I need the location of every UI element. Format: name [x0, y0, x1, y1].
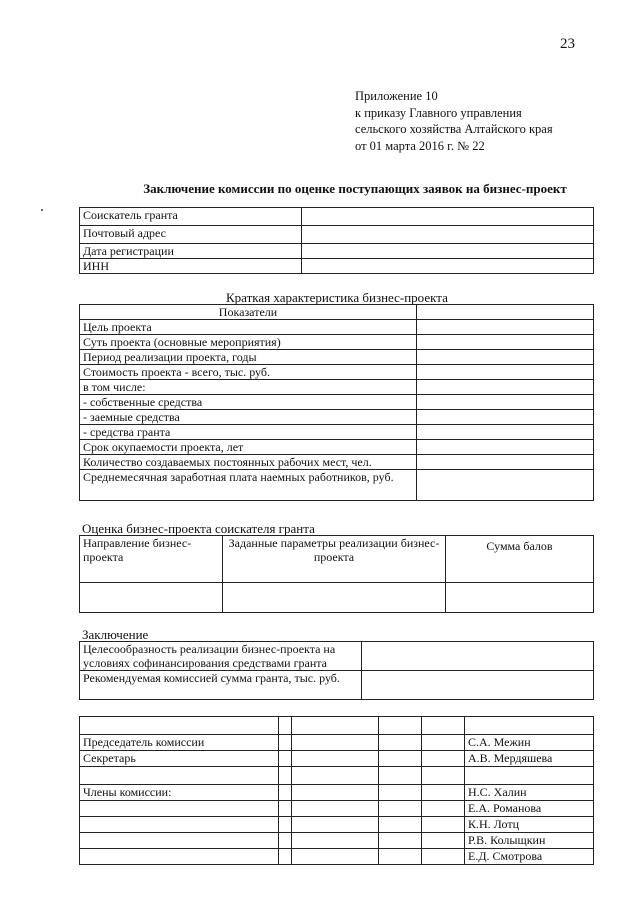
signature-cell[interactable] — [292, 817, 379, 833]
row-label: Срок окупаемости проекта, лет — [80, 440, 417, 455]
table-row — [80, 470, 594, 501]
row-label: - собственные средства — [80, 395, 417, 410]
value-cell[interactable] — [302, 244, 594, 259]
applicant-table — [79, 207, 594, 274]
row-label: - заемные средства — [80, 410, 417, 425]
signature-cell[interactable] — [292, 735, 379, 751]
value-cell[interactable] — [417, 320, 594, 335]
row-label: Суть проекта (основные мероприятия) — [80, 335, 417, 350]
table-row — [80, 717, 594, 735]
appendix-line: к приказу Главного управления — [355, 105, 522, 120]
member-name: К.Н. Лотц — [465, 817, 594, 833]
value-cell[interactable] — [302, 259, 594, 274]
evaluation-table — [79, 535, 594, 613]
row-label: - средства гранта — [80, 425, 417, 440]
table-row — [80, 259, 594, 274]
table-row — [80, 751, 594, 767]
row-label: Почтовый адрес — [80, 226, 302, 244]
table-row — [80, 410, 594, 425]
table-header-row — [80, 305, 594, 320]
table-row — [80, 320, 594, 335]
row-label: в том числе: — [80, 380, 417, 395]
table-row — [80, 849, 594, 865]
row-label: Стоимость проекта - всего, тыс. руб. — [80, 365, 417, 380]
score-cell[interactable] — [446, 583, 594, 613]
signature-cell[interactable] — [292, 833, 379, 849]
table-row — [80, 350, 594, 365]
table-row — [80, 380, 594, 395]
value-cell[interactable] — [417, 455, 594, 470]
value-cell[interactable] — [417, 365, 594, 380]
member-name: Н.С. Халин — [465, 785, 594, 801]
row-label: ИНН — [80, 259, 302, 274]
row-label: Количество создаваемых постоянных рабочих мест, чел. — [80, 455, 417, 470]
role-label: Члены комиссии: — [80, 785, 279, 801]
table-header-row — [80, 536, 594, 583]
table-row — [80, 833, 594, 849]
value-cell[interactable] — [417, 380, 594, 395]
value-cell[interactable] — [417, 470, 594, 501]
document-title: Заключение комиссии по оценке поступающих заявок на бизнес-проект — [143, 181, 567, 196]
commission-table — [79, 716, 594, 865]
value-header — [417, 305, 594, 320]
value-cell[interactable] — [417, 440, 594, 455]
value-cell[interactable] — [417, 410, 594, 425]
indicators-header: Показатели — [80, 305, 417, 320]
page-number: 23 — [560, 36, 575, 52]
direction-header: Направление бизнес-проекта — [80, 536, 223, 583]
table-row — [80, 365, 594, 380]
appendix-line: сельского хозяйства Алтайского края — [355, 122, 553, 136]
table-row — [80, 642, 594, 671]
row-label: Дата регистрации — [80, 244, 302, 259]
row-label: Рекомендуемая комиссией сумма гранта, тыс. руб. — [80, 671, 362, 700]
parameters-header: Заданные параметры реализации бизнес-проекта — [223, 536, 446, 583]
value-cell[interactable] — [362, 642, 594, 671]
table-row — [80, 208, 594, 226]
table-row — [80, 440, 594, 455]
row-label: Соискатель гранта — [80, 208, 302, 226]
conclusion-table — [79, 641, 594, 700]
member-name: Е.А. Романова — [465, 801, 594, 817]
table-row — [80, 767, 594, 785]
member-name: Р.В. Колыщкин — [465, 833, 594, 849]
member-name: С.А. Межин — [465, 735, 594, 751]
table-row — [80, 671, 594, 700]
row-label: Цель проекта — [80, 320, 417, 335]
signature-cell[interactable] — [292, 751, 379, 767]
conclusion-caption: Заключение — [82, 627, 149, 642]
table-row — [80, 785, 594, 801]
table-row — [80, 817, 594, 833]
appendix-block — [355, 88, 553, 154]
table-row — [80, 226, 594, 244]
value-cell[interactable] — [362, 671, 594, 700]
summary-caption: Краткая характеристика бизнес-проекта — [226, 290, 448, 305]
role-label: Председатель комиссии — [80, 735, 279, 751]
table-row — [80, 801, 594, 817]
appendix-line: от 01 марта 2016 г. № 22 — [355, 138, 485, 153]
row-label: Целесообразность реализации бизнес-проекта на условиях софинансирования средствами гранта — [80, 642, 362, 671]
value-cell[interactable] — [302, 226, 594, 244]
parameters-cell[interactable] — [223, 583, 446, 613]
member-name: Е.Д. Смотрова — [465, 849, 594, 865]
direction-cell[interactable] — [80, 583, 223, 613]
role-label: Секретарь — [80, 751, 279, 767]
table-row — [80, 425, 594, 440]
evaluation-caption: Оценка бизнес-проекта соискателя гранта — [82, 521, 315, 536]
value-cell[interactable] — [302, 208, 594, 226]
appendix-line: Приложение 10 — [355, 89, 438, 103]
signature-cell[interactable] — [292, 801, 379, 817]
score-header: Сумма балов — [446, 536, 594, 583]
scan-dot — [41, 209, 43, 211]
table-row — [80, 244, 594, 259]
member-name: А.В. Мердяшева — [465, 751, 594, 767]
value-cell[interactable] — [417, 425, 594, 440]
table-row — [80, 735, 594, 751]
value-cell[interactable] — [417, 395, 594, 410]
signature-cell[interactable] — [292, 785, 379, 801]
value-cell[interactable] — [417, 335, 594, 350]
value-cell[interactable] — [417, 350, 594, 365]
table-row — [80, 335, 594, 350]
table-row — [80, 455, 594, 470]
table-row — [80, 583, 594, 613]
row-label: Среднемесячная заработная плата наемных работников, руб. — [80, 470, 417, 501]
row-label: Период реализации проекта, годы — [80, 350, 417, 365]
signature-cell[interactable] — [292, 849, 379, 865]
summary-table — [79, 304, 594, 501]
table-row — [80, 395, 594, 410]
